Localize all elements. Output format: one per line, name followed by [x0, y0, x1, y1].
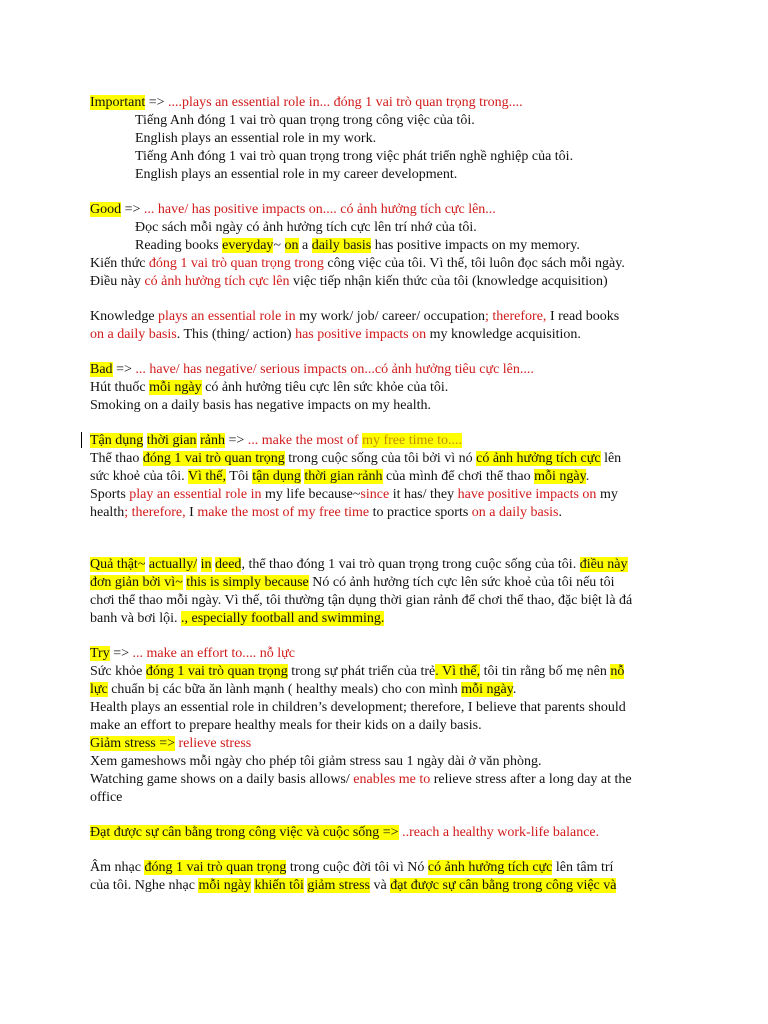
text-line — [90, 166, 680, 184]
text-run: có ảnh hưởng tiêu cực lên sức khỏe của tôi. — [201, 380, 449, 395]
text-run: have positive impacts on — [457, 487, 597, 502]
text-run: ... make the most of — [247, 433, 363, 448]
text-run: on — [284, 238, 299, 253]
blank-line — [90, 539, 680, 556]
text-run: . — [585, 469, 590, 484]
text-run: => — [121, 202, 144, 217]
text-run: đóng 1 vai trò quan trọng — [145, 664, 288, 679]
text-line — [90, 859, 680, 877]
text-run: since — [360, 487, 390, 502]
text-line — [90, 504, 680, 522]
text-run: Tôi — [226, 469, 253, 484]
text-run: trong sự phát triển của trẻ — [287, 664, 436, 679]
text-run: . — [512, 682, 517, 697]
text-line — [90, 753, 680, 771]
text-line — [90, 681, 680, 699]
text-run: và — [369, 878, 391, 893]
text-line — [90, 130, 680, 148]
text-run: deed — [215, 557, 242, 572]
text-run: Smoking on a daily basis has negative impacts on my health. — [90, 398, 431, 413]
text-line — [90, 112, 680, 130]
text-run: play an essential role in — [129, 487, 262, 502]
blank-line — [90, 415, 680, 432]
text-line — [90, 592, 680, 610]
text-run: relieve stress after a long day at the — [430, 772, 632, 787]
text-run: plays an essential role in — [158, 309, 296, 324]
text-run: Sức khỏe — [90, 664, 146, 679]
text-run: => — [109, 646, 133, 661]
text-line — [90, 397, 680, 415]
text-run: => — [224, 433, 248, 448]
text-run: Tận dụng — [90, 433, 144, 448]
text-run: Good — [90, 202, 122, 217]
text-run: điều này — [579, 557, 628, 572]
text-run: my — [596, 487, 618, 502]
text-line — [90, 663, 680, 681]
text-run: Đạt được sự cân bằng trong công việc và cuộc sống => — [90, 825, 399, 840]
text-line — [90, 308, 680, 326]
text-line — [90, 450, 680, 468]
text-run: Giảm stress => — [90, 736, 176, 751]
text-cursor — [81, 432, 82, 448]
text-run: daily basis — [311, 238, 372, 253]
text-run: của tôi. Nghe nhạc — [90, 878, 199, 893]
text-run: đóng 1 vai trò quan trọng — [144, 860, 287, 875]
text-run: , thể thao đóng 1 vai trò quan trọng trong cuộc sống của tôi. — [241, 557, 580, 572]
text-run: giảm stress — [307, 878, 370, 893]
text-line — [90, 735, 680, 753]
text-run: mỗi ngày — [149, 380, 202, 395]
text-run: a — [298, 238, 312, 253]
text-run: . Vì thế, — [435, 664, 481, 679]
text-run: health — [90, 505, 125, 520]
text-run: my knowledge acquisition. — [426, 327, 581, 342]
text-run: ., especially football and swimming. — [181, 611, 385, 626]
text-run: có ảnh hưởng tích cực lên — [144, 274, 290, 289]
text-run: ... make an effort to.... nỗ lực — [132, 646, 295, 661]
text-run: khiến tôi — [254, 878, 304, 893]
text-run: có ảnh hưởng tích cực — [427, 860, 553, 875]
blank-line — [90, 344, 680, 361]
text-line — [90, 468, 680, 486]
text-run: Xem gameshows mỗi ngày cho phép tôi giảm stress sau 1 ngày dài ở văn phòng. — [90, 754, 542, 769]
text-line — [90, 574, 680, 592]
text-run: office — [90, 790, 123, 805]
text-run: ....plays an essential role in... đóng 1 vai trò quan trọng trong.... — [168, 95, 523, 110]
text-run: Thể thao — [90, 451, 143, 466]
text-run: trong cuộc đời tôi vì Nó — [286, 860, 428, 875]
text-run: Kiến thức — [90, 256, 149, 271]
text-run: Hút thuốc — [90, 380, 150, 395]
text-run: Watching game shows on a daily basis allows/ — [90, 772, 354, 787]
text-run: it has/ they — [389, 487, 458, 502]
text-line — [90, 432, 680, 450]
text-run: actually/ — [148, 557, 198, 572]
text-run: đơn giản bởi vì~ — [90, 575, 183, 590]
text-run: . — [558, 505, 563, 520]
text-run: English plays an essential role in my work. — [135, 131, 377, 146]
text-run: Đọc sách mỗi ngày có ảnh hưởng tích cực lên trí nhớ của tôi. — [135, 220, 477, 235]
blank-line — [90, 842, 680, 859]
text-run: mỗi ngày — [534, 469, 586, 484]
text-run: make the most of my free time — [197, 505, 370, 520]
text-run: ... have/ has negative/ serious impacts on...có ảnh hưởng tiêu cực lên.... — [135, 362, 534, 377]
text-run: Quả thật~ — [90, 557, 146, 572]
blank-line — [90, 628, 680, 645]
text-run: đóng 1 vai trò quan trọng — [142, 451, 285, 466]
text-run: có ảnh hưởng tích cực — [476, 451, 601, 466]
text-run: has positive impacts on — [295, 327, 427, 342]
text-run: Vì thế, — [187, 469, 227, 484]
text-run: English plays an essential role in my career development. — [135, 167, 458, 182]
text-run: ~ — [273, 238, 285, 253]
text-run: chơi thể thao mỗi ngày. Vì thế, tôi thường tận dụng thời gian rảnh để chơi thể thao, đặc biệt là đá — [90, 593, 633, 608]
text-run: Knowledge — [90, 309, 159, 324]
text-run: Try — [90, 646, 110, 661]
text-run: việc tiếp nhận kiến thức của tôi (knowledge acquisition) — [289, 274, 608, 289]
text-run: lên — [600, 451, 622, 466]
text-run: on a daily basis — [471, 505, 559, 520]
text-run: rảnh — [200, 433, 225, 448]
text-line — [90, 717, 680, 735]
text-run: Âm nhạc — [90, 860, 145, 875]
text-run: has positive impacts on my memory. — [371, 238, 580, 253]
text-run: ... have/ has positive impacts on.... có ảnh hưởng tích cực lên... — [143, 202, 496, 217]
text-run: lực — [90, 682, 108, 697]
text-run: tôi tin rằng bố mẹ nên — [480, 664, 611, 679]
text-run: my life because~ — [261, 487, 361, 502]
text-run: Sports — [90, 487, 130, 502]
text-line — [90, 699, 680, 717]
text-run: Reading books — [135, 238, 223, 253]
text-run: sức khoẻ của tôi. — [90, 469, 188, 484]
text-run: make an effort to prepare healthy meals for their kids on a daily basis. — [90, 718, 482, 733]
text-run: thời gian — [146, 433, 197, 448]
text-line — [90, 486, 680, 504]
text-run: tận dụng — [252, 469, 301, 484]
text-run: ; therefore, — [485, 309, 547, 324]
text-run: Tiếng Anh đóng 1 vai trò quan trọng trong công việc của tôi. — [135, 113, 475, 128]
text-run: thời gian rảnh — [304, 469, 383, 484]
text-run: everyday — [222, 238, 274, 253]
text-run: ; therefore, — [124, 505, 186, 520]
text-run: ..reach a healthy work-life balance. — [402, 825, 600, 840]
text-run: on a daily basis — [90, 327, 177, 342]
text-run: to practice sports — [369, 505, 472, 520]
text-line — [90, 148, 680, 166]
blank-line — [90, 522, 680, 539]
text-run: this is simply because — [186, 575, 309, 590]
text-run: Tiếng Anh đóng 1 vai trò quan trọng trong việc phát triển nghề nghiệp của tôi. — [135, 149, 574, 164]
text-line — [90, 201, 680, 219]
text-run: I read books — [546, 309, 620, 324]
text-line — [90, 824, 680, 842]
text-run: mỗi ngày — [198, 878, 251, 893]
text-run: mỗi ngày — [461, 682, 513, 697]
text-run: => — [145, 95, 169, 110]
text-run: công việc của tôi. Vì thế, tôi luôn đọc sách mỗi ngày. — [323, 256, 625, 271]
text-run: chuẩn bị các bữa ăn lành mạnh ( healthy meals) cho con mình — [107, 682, 462, 697]
text-line — [90, 361, 680, 379]
text-run: lên tâm trí — [552, 860, 614, 875]
text-run: my work/ job/ career/ occupation — [295, 309, 486, 324]
text-run: . This (thing/ action) — [176, 327, 296, 342]
blank-line — [90, 184, 680, 201]
text-line — [90, 610, 680, 628]
text-line — [90, 237, 680, 255]
text-line — [90, 556, 680, 574]
text-run: Important — [90, 95, 146, 110]
text-line — [90, 219, 680, 237]
text-run: Nó có ảnh hưởng tích cực lên sức khoẻ của tôi nếu tôi — [308, 575, 615, 590]
blank-line — [90, 291, 680, 308]
text-run: Bad — [90, 362, 113, 377]
text-run: đóng 1 vai trò quan trọng trong — [148, 256, 324, 271]
text-run: banh và bơi lội. — [90, 611, 181, 626]
text-line — [90, 94, 680, 112]
text-run: trong cuộc sống của tôi bởi vì nó — [284, 451, 477, 466]
document-body[interactable] — [90, 94, 680, 895]
text-line — [90, 645, 680, 663]
text-run: => — [112, 362, 136, 377]
text-line — [90, 273, 680, 291]
text-run: Health plays an essential role in children’s development; therefore, I believe that parents should — [90, 700, 626, 715]
text-run: Điều này — [90, 274, 145, 289]
text-run: của mình để chơi thể thao — [382, 469, 535, 484]
text-run: đạt được sự cân bằng trong công việc và — [390, 878, 617, 893]
text-line — [90, 379, 680, 397]
text-run: relieve stress — [178, 736, 252, 751]
text-run: nỗ — [610, 664, 625, 679]
blank-line — [90, 807, 680, 824]
text-run: my free time to.... — [362, 433, 462, 448]
text-line — [90, 789, 680, 807]
text-run: I — [185, 505, 198, 520]
text-run: enables me to — [353, 772, 431, 787]
text-line — [90, 255, 680, 273]
text-line — [90, 326, 680, 344]
text-line — [90, 771, 680, 789]
text-run: in — [200, 557, 212, 572]
text-line — [90, 877, 680, 895]
